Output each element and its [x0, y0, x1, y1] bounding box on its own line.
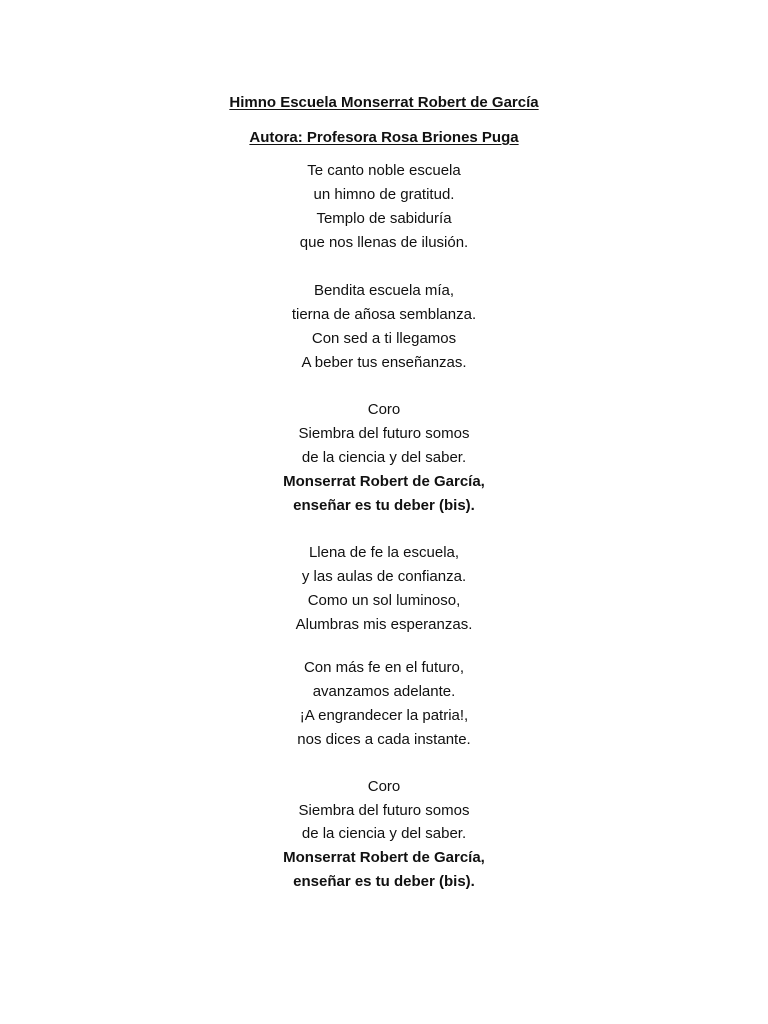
verse-line: avanzamos adelante.: [312, 683, 456, 700]
verse-line: Te canto noble escuela: [307, 162, 461, 179]
verse-line: tierna de añosa semblanza.: [291, 306, 477, 323]
author-line: Autora: Profesora Rosa Briones Puga: [249, 129, 519, 146]
hymn-title: Himno Escuela Monserrat Robert de García: [229, 94, 539, 111]
verse-line: ¡A engrandecer la patria!,: [299, 707, 469, 724]
verse-line: Siembra del futuro somos: [298, 425, 470, 442]
verse-line: Alumbras mis esperanzas.: [295, 616, 473, 633]
verse-line-bold: enseñar es tu deber (bis).: [293, 873, 475, 890]
verse-line: un himno de gratitud.: [313, 186, 455, 203]
verse-line: Bendita escuela mía,: [313, 282, 455, 299]
verse-line: de la ciencia y del saber.: [301, 825, 467, 842]
verse-line-bold: Monserrat Robert de García,: [283, 473, 485, 490]
verse-line: Con más fe en el futuro,: [303, 659, 465, 676]
verse-line: A beber tus enseñanzas.: [301, 354, 467, 371]
verse-line-bold: enseñar es tu deber (bis).: [293, 497, 475, 514]
chorus-heading: Coro: [367, 778, 401, 795]
verse-line: de la ciencia y del saber.: [301, 449, 467, 466]
verse-line: Como un sol luminoso,: [307, 592, 461, 609]
verse-line: Siembra del futuro somos: [298, 802, 470, 819]
verse-line: nos dices a cada instante.: [297, 731, 471, 748]
verse-line-bold: Monserrat Robert de García,: [283, 849, 485, 866]
verse-line: Con sed a ti llegamos: [311, 330, 457, 347]
verse-line: que nos llenas de ilusión.: [299, 234, 469, 251]
verse-line: Llena de fe la escuela,: [308, 544, 460, 561]
verse-line: y las aulas de confianza.: [301, 568, 467, 585]
chorus-heading: Coro: [367, 401, 401, 418]
verse-line: Templo de sabiduría: [316, 210, 452, 227]
